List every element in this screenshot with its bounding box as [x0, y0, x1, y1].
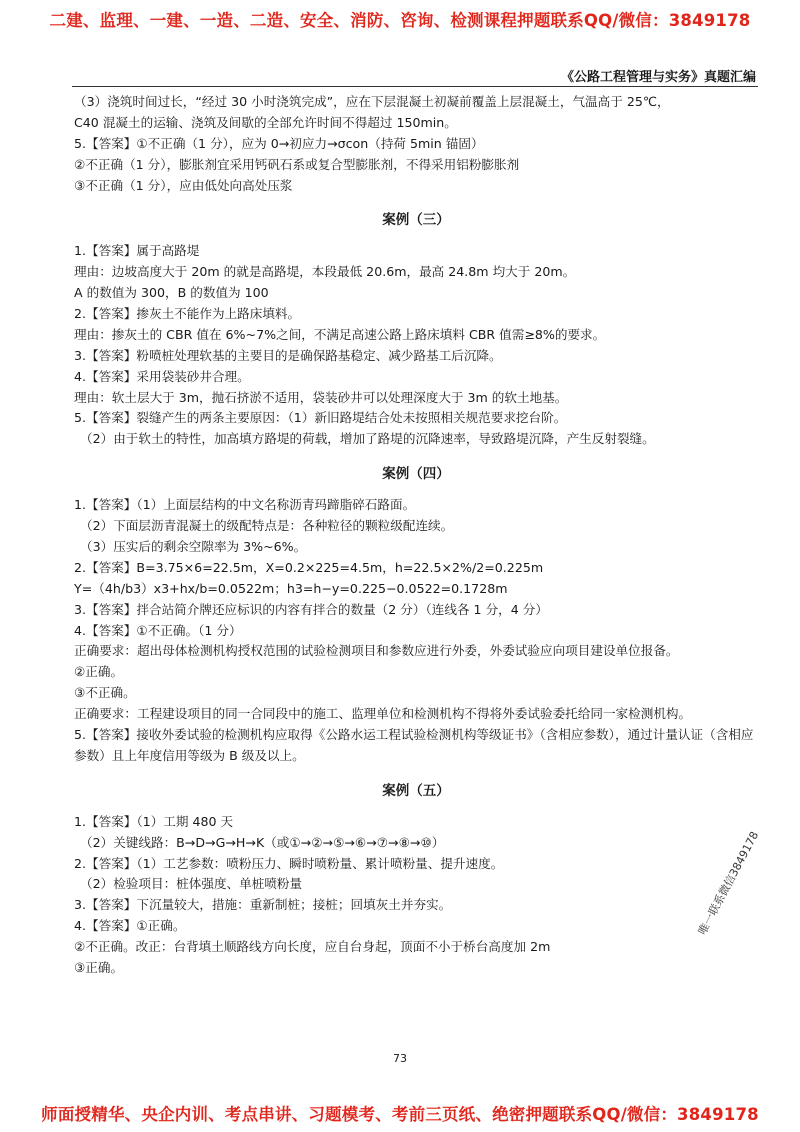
text-line: （3）浇筑时间过长，“经过 30 小时浇筑完成”，应在下层混凝土初凝前覆盖上层混凝土，气温高于 25℃，	[74, 94, 670, 109]
text-line: 1.【答案】属于高路堤	[74, 243, 200, 259]
text-paragraph: 正确要求：超出母体检测机构授权范围的试验检测项目和参数应进行外委，外委试验应向项目建设单位报备。	[74, 643, 679, 659]
text-line: ③正确。	[74, 959, 124, 975]
text-line: 5.【答案】裂缝产生的两条主要原因：（1）新旧路堤结合处未按照相关规范要求挖台阶。	[74, 410, 567, 426]
document-body	[74, 92, 758, 979]
text-line: 2.【答案】B=3.75×6=22.5m，X=0.2×225=4.5m，h=22.5×2%/2=0.225m	[74, 559, 544, 575]
text-line: 理由：软土层大于 3m，抛石挤淤不适用，袋装砂井可以处理深度大于 3m 的软土地基。	[74, 389, 568, 405]
section-title-case-4: 案例（四）	[382, 466, 450, 483]
text-paragraph: 5.【答案】接收外委试验的检测机构应取得《公路水运工程试验检测机构等级证书》（含相应参数），通过计量认证（含相应参数）且上年度信用等级为 B 级及以上。	[74, 727, 754, 763]
page-number: 73	[393, 1052, 407, 1065]
side-watermark: 唯一联系微信3849178	[695, 829, 762, 938]
text-line: C40 混凝土的运输、浇筑及间歇的全部允许时间不得超过 150min。	[74, 114, 457, 130]
text-line: 1.【答案】（1）工期 480 天	[74, 813, 234, 829]
text-line: （2）关键线路：B→D→G→H→K（或①→②→⑤→⑥→⑦→⑧→⑩）	[80, 834, 445, 850]
bottom-promo-banner: 师面授精华、央企内训、考点串讲、习题模考、考前三页纸、绝密押题联系QQ/微信：3849178	[41, 1105, 759, 1124]
text-line: （2）检验项目：桩体强度、单桩喷粉量	[80, 876, 303, 892]
text-line: ②不正确。改正：台背填土顺路线方向长度，应自台身起，顶面不小于桥台高度加 2m	[74, 939, 551, 955]
text-line: 理由：边坡高度大于 20m 的就是高路堤，本段最低 20.6m，最高 24.8m 均大于 20m。	[74, 264, 576, 280]
text-line: 1.【答案】（1）上面层结构的中文名称沥青玛蹄脂碎石路面。	[74, 497, 416, 513]
section-title-case-5: 案例（五）	[382, 782, 450, 799]
text-line: 理由：掺灰土的 CBR 值在 6%~7%之间，不满足高速公路上路床填料 CBR 值需≥8%的要求。	[74, 326, 606, 342]
section-title-case-3: 案例（三）	[382, 212, 450, 229]
top-promo-banner: 二建、监理、一建、一造、二造、安全、消防、咨询、检测课程押题联系QQ/微信：3849178	[49, 11, 751, 30]
text-paragraph: 正确要求：工程建设项目的同一合同段中的施工、监理单位和检测机构不得将外委试验委托给同一家检测机构。	[74, 706, 692, 722]
text-line: 3.【答案】拌合站简介牌还应标识的内容有拌合的数量（2 分）（连线各 1 分，4 分）	[74, 601, 548, 617]
text-line: 2.【答案】（1）工艺参数：喷粉压力、瞬时喷粉量、累计喷粉量、提升速度。	[74, 855, 504, 871]
text-line: A 的数值为 300，B 的数值为 100	[74, 285, 269, 301]
text-line: （2）由于软土的特性，加高填方路堤的荷载，增加了路堤的沉降速率，导致路堤沉降，产生反射裂缝。	[80, 431, 655, 447]
text-line: 2.【答案】掺灰土不能作为上路床填料。	[74, 306, 301, 322]
header-rule	[72, 86, 758, 87]
text-line: 4.【答案】①不正确。（1 分）	[74, 622, 242, 638]
page-header-title: 《公路工程管理与实务》真题汇编	[560, 70, 756, 85]
text-line: 4.【答案】采用袋装砂井合理。	[74, 368, 250, 384]
text-line: ③不正确。	[74, 685, 136, 701]
text-line: 3.【答案】粉喷桩处理软基的主要目的是确保路基稳定、减少路基工后沉降。	[74, 347, 502, 363]
text-line: （3）压实后的剩余空隙率为 3%~6%。	[80, 538, 307, 554]
text-line: 3.【答案】下沉量较大，措施：重新制桩；接桩；回填灰土并夯实。	[74, 897, 452, 913]
text-line: ③不正确（1 分），应由低处向高处压浆	[74, 177, 293, 193]
text-line: （2）下面层沥青混凝土的级配特点是：各种粒径的颗粒级配连续。	[80, 518, 454, 534]
text-line: ②不正确（1 分），膨胀剂宜采用钙矾石系或复合型膨胀剂，不得采用铝粉膨胀剂	[74, 156, 520, 172]
text-line: Y=（4h/b3）x3+hx/b=0.0522m；h3=h−y=0.225−0.0522=0.1728m	[74, 580, 508, 596]
text-line: 4.【答案】①正确。	[74, 918, 186, 934]
text-line: 5.【答案】①不正确（1 分），应为 0→初应力→σcon（持荷 5min 锚固）	[74, 135, 484, 151]
text-line: ②正确。	[74, 664, 124, 680]
